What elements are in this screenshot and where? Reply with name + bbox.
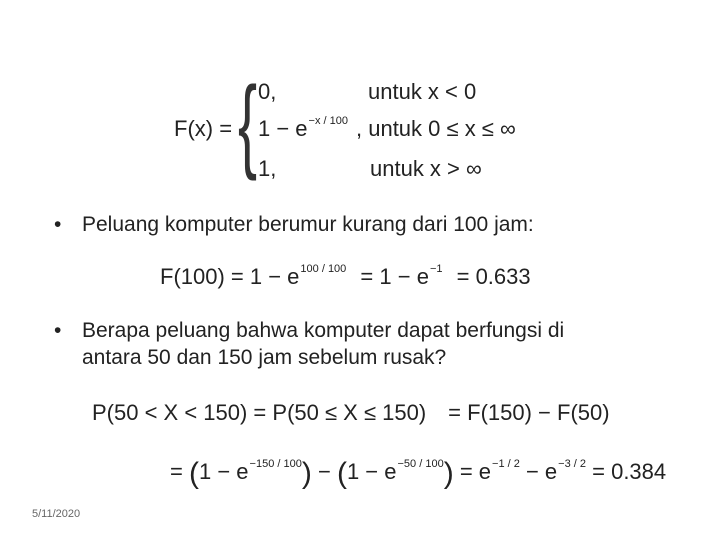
equation-probability: P(50 < X < 150) = P(50 ≤ X ≤ 150) = F(150) − F(50) [92, 400, 610, 425]
case3-value: 1, [258, 156, 277, 181]
eq-exponent-6: −3 / 2 [558, 458, 586, 470]
case3-condition: untuk x > ∞ [370, 156, 482, 181]
case1-condition: untuk x < 0 [368, 79, 477, 104]
eq-exponent-2: −1 [429, 263, 443, 275]
bullet-item-2 [54, 318, 564, 372]
equation-result: = $(1 - e^{-150 / 100}) - (1 - e^{-50 / 100}) = e^{-1 / 2} - e^{-3 / 2} = 0.384$ [170, 457, 667, 490]
bullet-2-line-2: antara 50 dan 150 jam sebelum rusak? [82, 345, 447, 369]
eq-exponent-3: −150 / 100 [249, 458, 302, 470]
bullet-dot: • [54, 213, 62, 236]
eq-exponent-5: −1 / 2 [492, 458, 520, 470]
case2-condition: , untuk 0 ≤ x ≤ ∞ [356, 116, 516, 141]
bullet-dot: • [54, 319, 62, 342]
case1-value: 0, [258, 79, 277, 104]
bullet-item-1 [54, 212, 534, 239]
cdf-lhs: F(x) = [174, 116, 233, 141]
bullet-2-line-1: Berapa peluang bahwa komputer dapat berfungsi di [82, 319, 565, 342]
brace-symbol: { [238, 66, 258, 182]
case2-value: $1 - e^{-x / 100}$ [258, 115, 348, 141]
case2-exponent: −x / 100 [308, 115, 348, 127]
bullet-1-text: Peluang komputer berumur kurang dari 100 jam: [82, 213, 534, 236]
eq-exponent-1: 100 / 100 [300, 263, 347, 275]
slide-date: 5/11/2020 [32, 508, 81, 520]
equation-f100: $F(100) = 1 - e^{100 / 100} = 1 - e^{-1} = 0.633$ [160, 263, 531, 289]
eq-exponent-4: −50 / 100 [397, 458, 444, 470]
